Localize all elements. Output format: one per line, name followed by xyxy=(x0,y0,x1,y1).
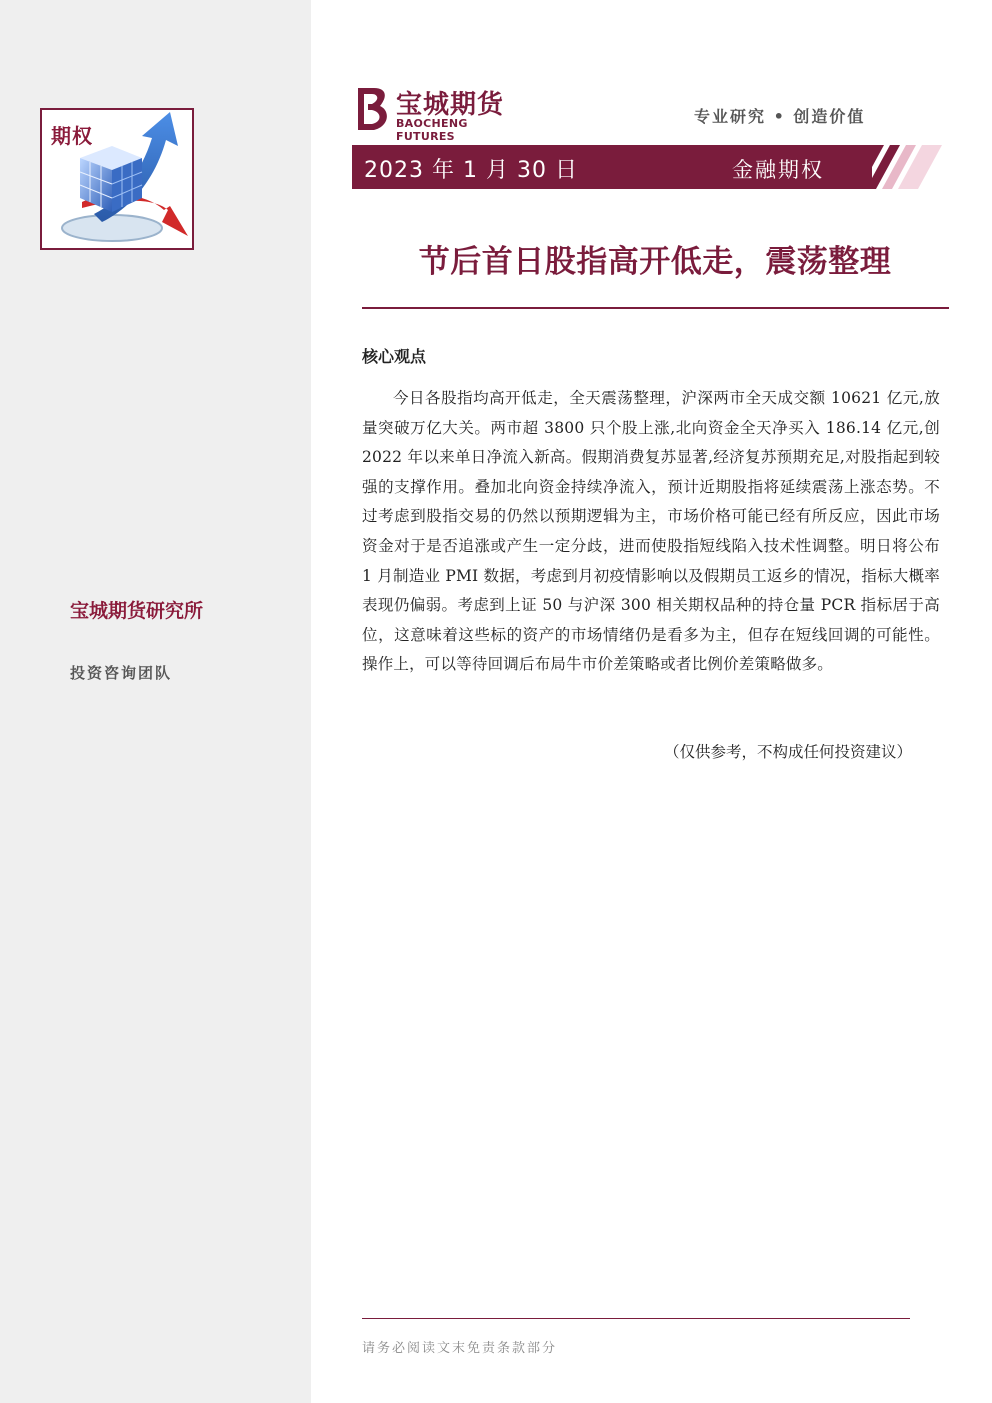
baocheng-b-logo-icon xyxy=(356,86,392,132)
logo-chinese-name: 宝城期货 xyxy=(396,90,505,120)
section-title: 核心观点 xyxy=(362,347,427,366)
logo-english-name: BAOCHENG FUTURES xyxy=(396,117,468,143)
footer-divider xyxy=(362,1318,910,1319)
sidebar-organization: 宝城期货研究所 xyxy=(70,600,204,622)
company-logo xyxy=(356,86,526,143)
sidebar-team: 投资咨询团队 xyxy=(70,664,173,682)
badge-label: 期权 xyxy=(51,124,93,148)
sidebar xyxy=(0,0,311,1403)
slogan: 专业研究 • 创造价值 xyxy=(694,107,866,126)
report-date: 2023 年 1 月 30 日 xyxy=(364,158,578,183)
banner-stripes-decoration xyxy=(860,145,942,189)
report-category: 金融期权 xyxy=(732,158,824,182)
report-body: 今日各股指均高开低走，全天震荡整理，沪深两市全天成交额 10621 亿元,放量突破万亿大关。两市超 3800 只个股上涨,北向资金全天净买入 186.14 亿元,创 2022 年以来单日净流入新高。假期消费复苏显著,经济复苏预期充足,对股指起到较强的支撑作用。叠加北向资金持续净流入，预计近期股指将延续震荡上涨态势。不过考虑到股指交易的仍然以预期逻辑为主，市场价格可能已经有所反应，因此市场资金对于是否追涨或产生一定分歧，进而使股指短线陷入技术性调整。明日将公布 1 月制造业 PMI 数据，考虑到月初疫情影响以及假期员工返乡的情况，指标大概率表现仍偏弱。考虑到上证 50 与沪深 300 相关期权品种的持仓量 PCR 指标居于高位，这意味着这些标的资产的市场情绪仍是看多为主，但存在短线回调的可能性。操作上，可以等待回调后布局牛市价差策略或者比例价差策略做多。 xyxy=(362,389,940,674)
report-headline: 节后首日股指高开低走，震荡整理 xyxy=(418,244,892,280)
headline-divider xyxy=(362,307,949,309)
footer-disclaimer-link: 请务必阅读文末免责条款部分 xyxy=(362,1341,558,1356)
investment-note: （仅供参考，不构成任何投资建议） xyxy=(664,743,913,761)
date-banner xyxy=(352,145,872,189)
options-badge xyxy=(40,108,194,250)
